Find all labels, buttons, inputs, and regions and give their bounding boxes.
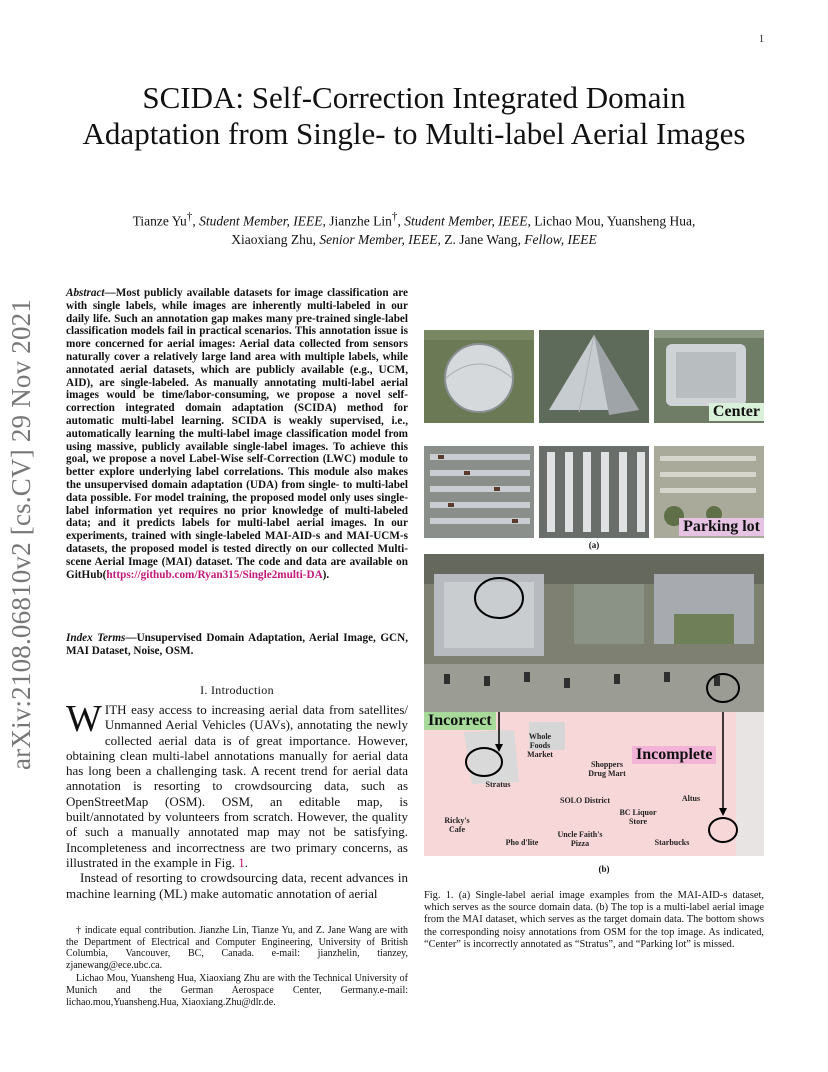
abstract-text: —Most publicly available datasets for image classification are with single labels, while images are inherently multi-labeled in our daily life. Such an annotation gap makes many pre-trained single-label classification models fail in practical scenarios. This annotation issue is more concerned for aerial images: Aerial data collected from sensors naturally cover a relatively large land area with multiple labels, while annotated aerial datasets, which are publicly available (e.g., UCM, AID), are single-labeled. As manually annotating multi-label aerial images would be time/labor-consuming, we propose a novel self-correction integrated domain adaptation (SCIDA) method for automatic multi-label learning. SCIDA is weakly supervised, i.e., automatically learning the multi-label image classification model from using massive, publicly available single-label images. To achieve this goal, we propose a novel Label-Wise self-Correction (LWC) module to better explore underlying label correlations. This module also makes the unsupervised domain adaptation (UDA) from single- to multi-label data possible. For model training, the proposed model only uses single-label information yet requires no prior knowledge of multi-labeled data; and it predicts labels for multi-label aerial images. In our experiments, trained with single-labeled MAI-AID-s and MAI-UCM-s datasets, the proposed model is tested directly on our collected Multi-scene Aerial Image (MAI) dataset. The code and data are available on GitHub( <box>66 287 408 581</box>
label-incomplete: Incomplete <box>632 746 716 764</box>
author-role: Student Member, IEEE, <box>404 213 531 229</box>
author-role: Senior Member, IEEE, <box>319 231 441 247</box>
map-label-whole-foods: Whole Foods Market <box>527 732 553 759</box>
figure-reference-link[interactable]: 1 <box>238 854 245 870</box>
drop-cap: W <box>66 698 102 740</box>
abstract-tail: ). <box>322 568 330 581</box>
index-terms-text: —Unsupervised Domain Adaptation, Aerial Image, GCN, MAI Dataset, Noise, OSM. <box>66 632 408 657</box>
aerial-image-center-1 <box>424 330 534 423</box>
author-name: Lichao Mou, Yuansheng Hua, <box>534 213 696 229</box>
index-terms-lead: Index Terms <box>66 632 126 644</box>
map-label-bcliquor: BC Liquor Store <box>619 808 657 826</box>
aerial-image-center-3 <box>654 330 764 423</box>
footnotes <box>66 925 408 1010</box>
author-role: Student Member, IEEE, <box>199 213 326 229</box>
footnote: † indicate equal contribution. Jianzhe Lin, Tianze Yu, and Z. Jane Wang are with the Department of Electrical and Computer Engineering, University of British Columbia, Vancouver, BC, Canada. e-mail: jianzhelin, tianzey, zjanewang@ece.ubc.ca. <box>66 925 408 971</box>
map-label-pho: Pho d'lite <box>505 838 539 847</box>
paper-title: SCIDA: Self-Correction Integrated Domain Adaptation from Single- to Multi-label Aerial Images <box>82 80 746 151</box>
author-name: Xiaoxiang Zhu, <box>231 231 316 247</box>
abstract <box>66 287 408 581</box>
map-label-stratus: Stratus <box>485 780 511 789</box>
map-label-solo: SOLO District <box>560 796 610 805</box>
footnote: Lichao Mou, Yuansheng Hua, Xiaoxiang Zhu are with the Technical University of Munich and the German Aerospace Center, Germany.e-mail: lichao.mou,Yuansheng.Hua, Xiaoxiang.Zhu@dlr.de. <box>66 973 408 1008</box>
aerial-image-parking-3 <box>654 446 764 538</box>
section-heading: I. Introduction <box>200 683 274 697</box>
dagger-mark: † <box>391 211 398 223</box>
intro-paragraph: Instead of resorting to crowdsourcing data, recent advances in machine learning (ML) make automatic annotation of aerial <box>66 870 408 901</box>
author-role: Fellow, IEEE <box>524 231 597 247</box>
aerial-image-parking-2 <box>539 446 649 538</box>
osm-annotation-map <box>424 712 764 856</box>
map-label-rickys: Ricky's Cafe <box>444 816 470 834</box>
map-label-uncle: Uncle Faith's Pizza <box>557 830 603 848</box>
map-label-starbucks: Starbucks <box>654 838 690 847</box>
map-label-shoppers: Shoppers Drug Mart <box>588 760 626 778</box>
label-center: Center <box>709 403 764 421</box>
author-list: Tianze Yu†, Student Member, IEEE, Jianzhe Lin†, Student Member, IEEE, Lichao Mou, Yuansheng Hua, Xiaoxiang Zhu, Senior Member, IEEE, Z. Jane Wang, Fellow, IEEE <box>132 211 696 247</box>
arxiv-stamp[interactable]: arXiv:2108.06810v2 [cs.CV] 29 Nov 2021 <box>6 298 36 770</box>
aerial-image-multilabel <box>424 554 764 712</box>
abstract-lead: Abstract <box>66 287 105 299</box>
github-link[interactable]: https://github.com/Ryan315/Single2multi-DA <box>106 568 323 581</box>
author-name: Tianze Yu <box>132 213 187 229</box>
dagger-mark: † <box>186 211 193 223</box>
figure-1 <box>424 330 764 878</box>
subfigure-b-label: (b) <box>598 864 610 874</box>
map-label-altus: Altus <box>681 794 701 803</box>
label-incorrect: Incorrect <box>424 712 496 730</box>
intro-paragraph: ITH easy access to increasing aerial data from satellites/ Unmanned Aerial Vehicles (UAVs), annotating the newly collected aerial data is of great importance. However, obtaining clean multi-label annotations manually for aerial data has long been a challenging task. A recent trend for aerial data annotation is resorting to crowdsourcing data, such as OpenStreetMap (OSM). OSM, an editable map, is built/annotated by volunteers from scratch. However, the quality of such a manually annotated map may not be satisfying. Incompleteness and incorrectness are two primary concerns, as illustrated in the example in Fig. <box>66 702 408 870</box>
introduction-body <box>66 698 408 901</box>
aerial-image-parking-1 <box>424 446 534 538</box>
period: . <box>244 854 248 870</box>
author-name: Jianzhe Lin <box>329 213 392 229</box>
subfigure-a-label: (a) <box>588 540 600 550</box>
label-parking-lot: Parking lot <box>679 518 764 536</box>
aerial-image-center-2 <box>539 330 649 423</box>
page-number: 1 <box>759 34 764 45</box>
author-name: Z. Jane Wang, <box>444 231 521 247</box>
index-terms <box>66 632 408 658</box>
figure-caption: Fig. 1. (a) Single-label aerial image examples from the MAI-AID-s dataset, which serves as the source domain data. (b) The top is a multi-label aerial image from the MAI dataset, which serves as the target domain data. The bottom shows the corresponding noisy annotations from OSM for the top image. As indicated, “Center” is incorrectly annotated as “Stratus”, and “Parking lot” is missed. <box>424 890 764 950</box>
